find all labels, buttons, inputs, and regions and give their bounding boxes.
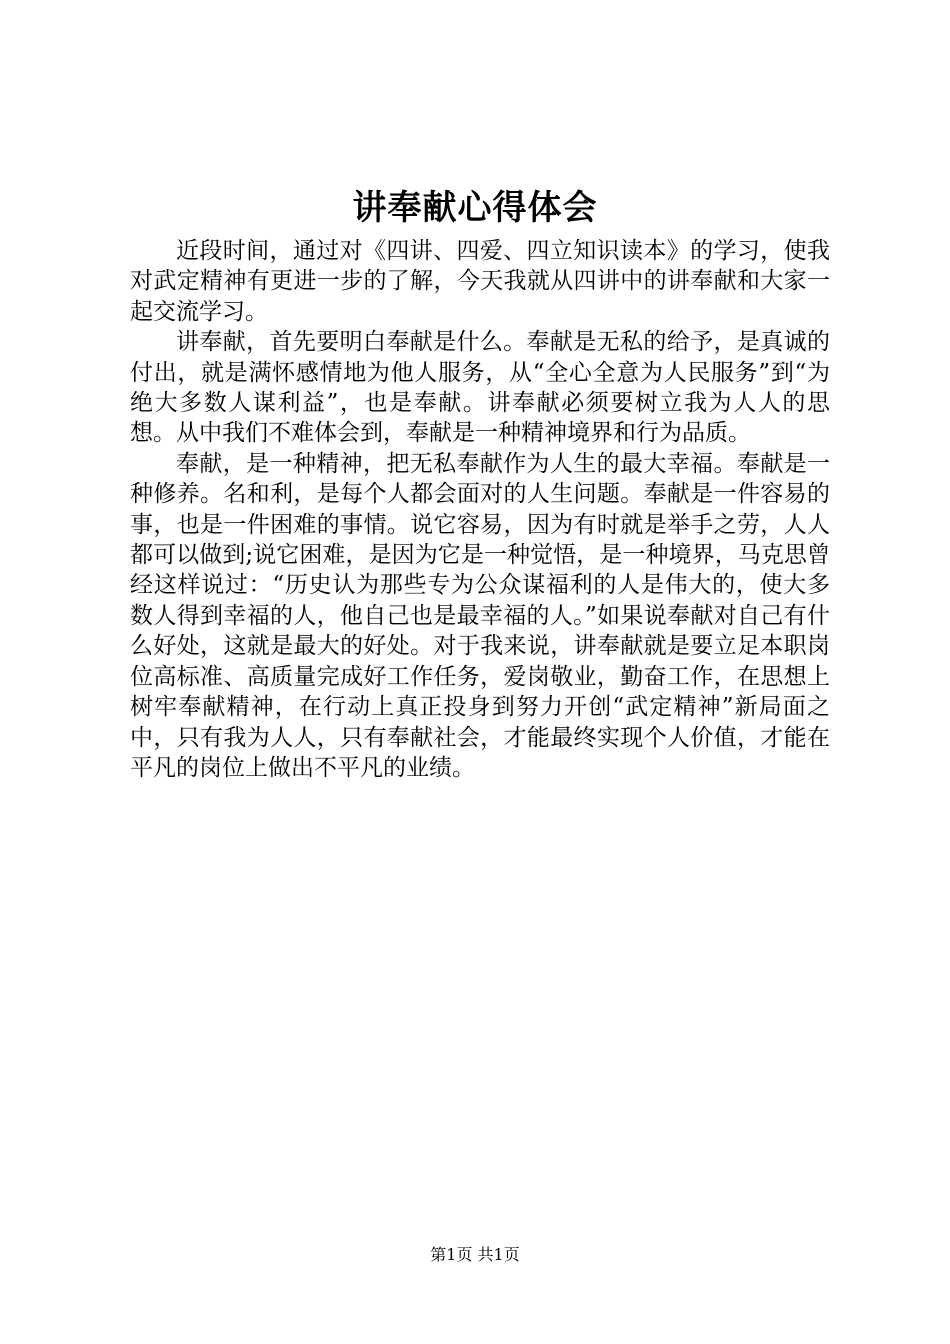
paragraph-1: 近段时间，通过对《四讲、四爱、四立知识读本》的学习，使我对武定精神有更进一步的了解，今天我就从四讲中的讲奉献和大家一起交流学习。 (130, 238, 830, 325)
page-number-footer: 第1页 共1页 (430, 1245, 520, 1264)
paragraph-3: 奉献，是一种精神，把无私奉献作为人生的最大幸福。奉献是一种修养。名和利，是每个人都会面对的人生问题。奉献是一件容易的事，也是一件困难的事情。说它容易，因为有时就是举手之劳，人人都可以做到;说它困难，是因为它是一种觉悟，是一种境界，马克思曾经这样说过：“历史认为那些专为公众谋福利的人是伟大的，使大多数人得到幸福的人，他自己也是最幸福的人。”如果说奉献对自己有什么好处，这就是最大的好处。对于我来说，讲奉献就是要立足本职岗位高标准、高质量完成好工作任务，爱岗敬业，勤奋工作，在思想上树牢奉献精神，在行动上真正投身到努力开创“武定精神”新局面之中，只有我为人人，只有奉献社会，才能最终实现个人价值，才能在平凡的岗位上做出不平凡的业绩。 (130, 450, 830, 781)
document-body (130, 236, 830, 783)
document-title: 讲奉献心得体会 (352, 188, 598, 228)
paragraph-2: 讲奉献，首先要明白奉献是什么。奉献是无私的给予，是真诚的付出，就是满怀感情地为他人服务，从“全心全意为人民服务”到“为绝大多数人谋利益”，也是奉献。讲奉献必须要树立我为人人的思想。从中我们不难体会到，奉献是一种精神境界和行为品质。 (130, 329, 830, 447)
